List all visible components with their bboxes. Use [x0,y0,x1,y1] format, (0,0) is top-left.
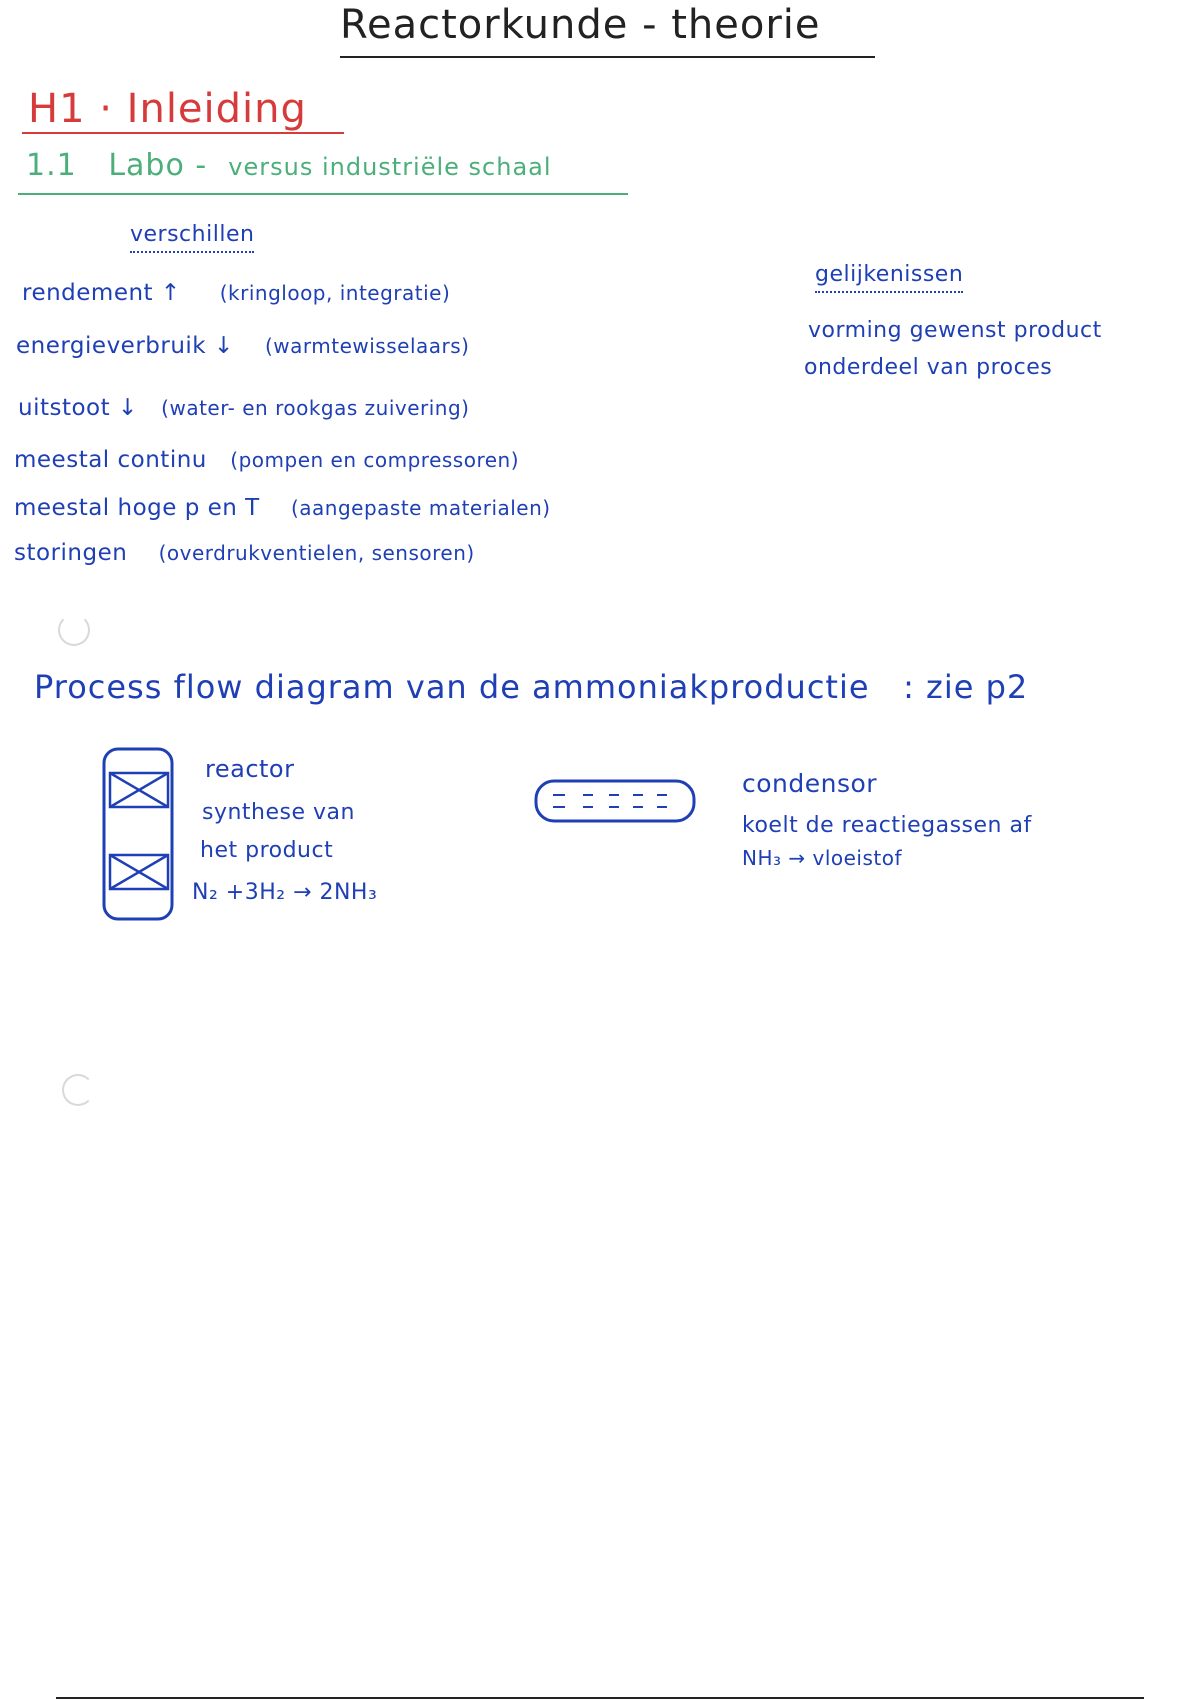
reactor-desc-line: het product [200,838,334,863]
heading-1-1-underline [18,193,628,195]
condensor-desc-line: koelt de reactiegassen af [742,813,1032,838]
differences-label: verschillen [130,222,254,253]
difference-item: rendement ↑ (kringloop, integratie) [22,280,451,306]
page-bottom-rule [56,1697,1144,1699]
pfd-heading: Process flow diagram van de ammoniakproductie : zie p2 [34,668,1029,706]
heading-1-1-text: Labo - [108,148,208,183]
condensor-label: condensor [742,769,878,798]
difference-item: meestal hoge p en T (aangepaste materialen) [14,495,551,521]
heading-h1: H1 · Inleiding [28,86,307,132]
heading-1-1 [26,148,552,183]
reactor-symbol [100,745,180,925]
punch-hole [58,614,90,646]
reactor-desc-line: synthese van [202,800,355,825]
page-title: Reactorkunde - theorie [340,2,821,48]
condensor-symbol [533,778,698,824]
heading-h1-underline [22,132,344,134]
similarities-label: gelijkenissen [815,262,963,293]
reactor-equation: N₂ +3H₂ → 2NH₃ [192,880,378,905]
similarity-item: onderdeel van proces [804,355,1053,380]
title-underline [340,56,875,58]
difference-item: storingen (overdrukventielen, sensoren) [14,540,475,566]
difference-item: uitstoot ↓ (water- en rookgas zuivering) [18,395,470,421]
difference-item: energieverbruik ↓ (warmtewisselaars) [16,333,470,359]
heading-1-1-number: 1.1 [26,148,77,183]
pfd-page-ref: : zie p2 [903,668,1029,706]
punch-hole [62,1074,94,1106]
reactor-label: reactor [205,755,295,783]
similarity-item: vorming gewenst product [808,318,1102,343]
difference-item: meestal continu (pompen en compressoren) [14,447,520,473]
condensor-desc-line: NH₃ → vloeistof [742,846,903,870]
heading-1-1-rest: versus industriële schaal [228,153,552,181]
